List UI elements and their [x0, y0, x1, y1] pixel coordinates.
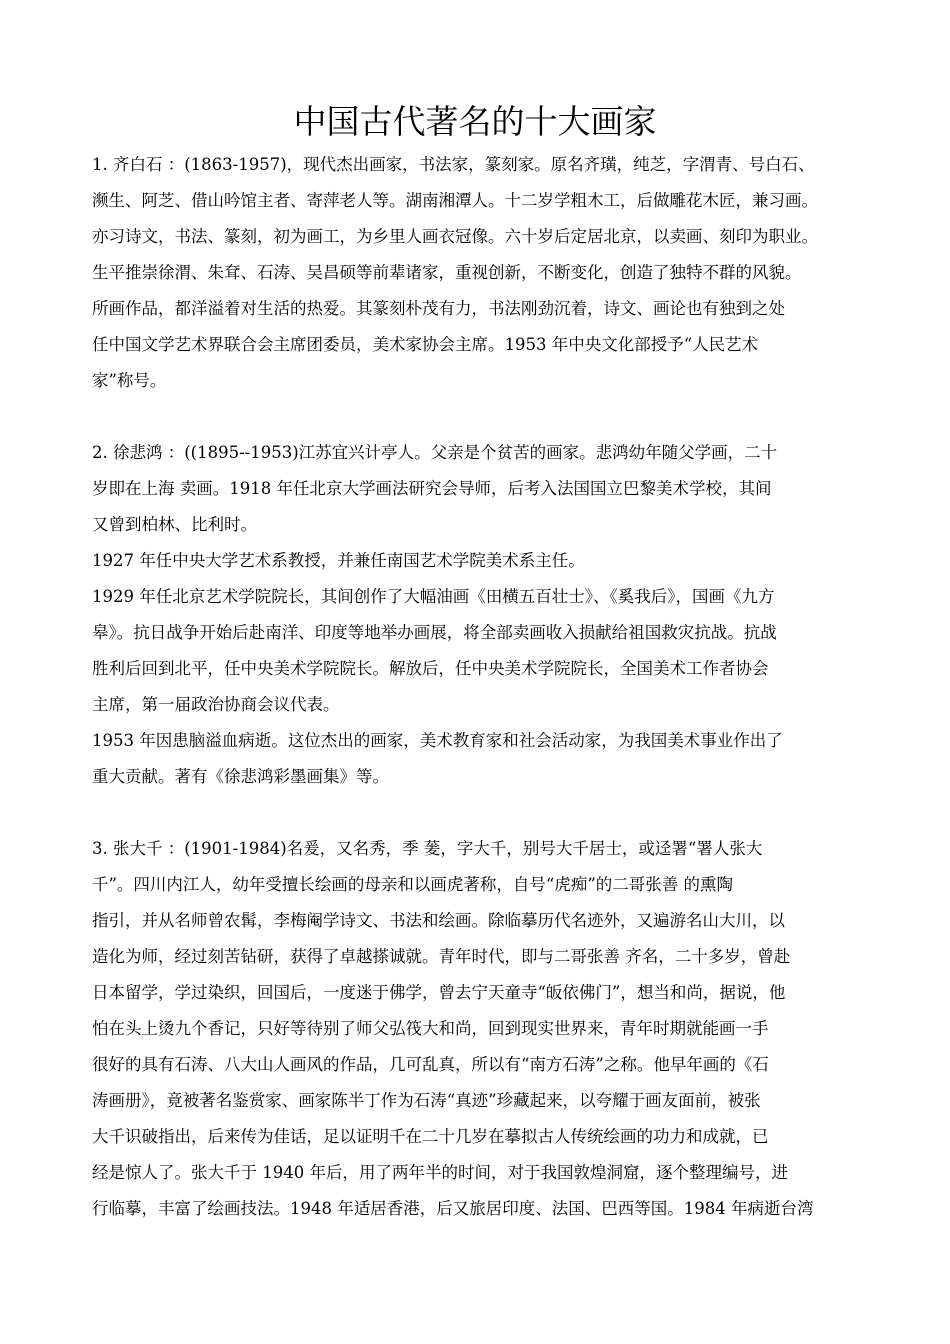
- paragraph-line: 指引，并从名师曾农髯，李梅阉学诗文、书法和绘画。除临摹历代名迹外，又遍游名山大川，以: [92, 911, 785, 930]
- paragraph-line: 日本留学，学过染织，回国后，一度迷于佛学，曾去宁天童寺“皈依佛门”，想当和尚，据说，他: [92, 983, 786, 1002]
- paragraph-line: 家”称号。: [92, 371, 167, 390]
- paragraph-line: 经是惊人了。张大千于 1940 年后，用了两年半的时间，对于我国敦煌洞窟，逐个整理编号，进: [92, 1163, 788, 1182]
- paragraph-line: 皋》。抗日战争开始后赴南洋、印度等地举办画展，将全部卖画收入损献给祖国救灾抗战。抗战: [92, 623, 777, 642]
- paragraph-line: 生平推崇徐渭、朱耷、石涛、吴昌硕等前辈诸家，重视创新，不断变化，创造了独特不群的风貌。: [92, 263, 802, 282]
- paragraph-line: 胜利后回到北平，任中央美术学院院长。解放后，任中央美术学院院长，全国美术工作者协会: [92, 659, 769, 678]
- paragraph-line: 怕在头上烫九个香记，只好等待别了师父弘筏大和尚，回到现实世界来，青年时期就能画一手: [92, 1019, 769, 1038]
- paragraph-line: 2. 徐悲鸿 ：((1895--1953)江苏宜兴计亭人。父亲是个贫苦的画家。悲鸿幼年随父学画，二十: [92, 443, 778, 462]
- section-spacer: [92, 795, 872, 831]
- paragraph-line: 千”。四川内江人，幼年受擅长绘画的母亲和以画虎著称，自号“虎痴”的二哥张善 的熏陶: [92, 875, 734, 894]
- paragraph-line: 大千识破指出，后来传为佳话，足以证明千在二十几岁在摹拟古人传统绘画的功力和成就，已: [92, 1127, 769, 1146]
- paragraph-line: 1927 年任中央大学艺术系教授，并兼任南国艺术学院美术系主任。: [92, 551, 585, 570]
- paragraph-line: 重大贡献。著有《徐悲鸿彩墨画集》等。: [92, 767, 389, 786]
- paragraph-line: 1953 年因患脑溢血病逝。这位杰出的画家，美术教育家和社会活动家，为我国美术事业作出了: [92, 731, 783, 750]
- paragraph-line: 主席，第一届政治协商会议代表。: [92, 695, 340, 714]
- paragraph-line: 行临摹，丰富了绘画技法。1948 年适居香港，后又旅居印度、法国、巴西等国。1984 年病逝台湾: [92, 1199, 814, 1218]
- paragraph-line: 所画作品，都洋溢着对生活的热爱。其篆刻朴茂有力，书法刚劲沉着，诗文、画论也有独到之处: [92, 299, 785, 318]
- paragraph-line: 岁即在上海 卖画。1918 年任北京大学画法研究会导师，后考入法国国立巴黎美术学校，其间: [92, 479, 772, 498]
- paragraph-line: 3. 张大千 ：(1901-1984)名爰，又名秀，季 蓌，字大千，别号大千居士，或迳署“署人张大: [92, 839, 763, 858]
- section-spacer: [92, 399, 872, 435]
- paragraph-line: 亦习诗文，书法、篆刻，初为画工，为乡里人画衣冠像。六十岁后定居北京，以卖画、刻印为职业。: [92, 227, 818, 246]
- paragraph-line: 很好的具有石涛、八大山人画风的作品，几可乱真，所以有“南方石涛”之称。他早年画的《石: [92, 1055, 769, 1074]
- section-zhang-daqian: [92, 831, 872, 1227]
- paragraph-line: 涛画册》，竟被著名鉴赏家、画家陈半丁作为石涛“真迹”珍藏起来，以夸耀于画友面前，被张: [92, 1091, 761, 1110]
- document-body: [92, 147, 872, 1227]
- section-xu-beihong: [92, 435, 872, 795]
- paragraph-line: 任中国文学艺术界联合会主席团委员，美术家协会主席。1953 年中央文化部授予“人民艺术: [92, 335, 759, 354]
- paragraph-line: 造化为师，经过刻苦钻研，获得了卓越搽诚就。青年时代，即与二哥张善 齐名，二十多岁，曾赴: [92, 947, 791, 966]
- paragraph-line: 濒生、阿芝、借山吟馆主者、寄萍老人等。湖南湘潭人。十二岁学粗木工，后做雕花木匠，兼习画。: [92, 191, 818, 210]
- paragraph-line: 1. 齐白石 ：(1863-1957)，现代杰出画家，书法家，篆刻家。原名齐璜，纯芝，字渭青、号白石、: [92, 155, 815, 174]
- paragraph-line: 又曾到柏林、比利时。: [92, 515, 257, 534]
- section-qi-baishi: [92, 147, 872, 399]
- paragraph-line: 1929 年任北京艺术学院院长，其间创作了大幅油画《田横五百壮士》、《奚我后》，国画《九方: [92, 587, 775, 606]
- document-title: 中国古代著名的十大画家: [293, 102, 657, 141]
